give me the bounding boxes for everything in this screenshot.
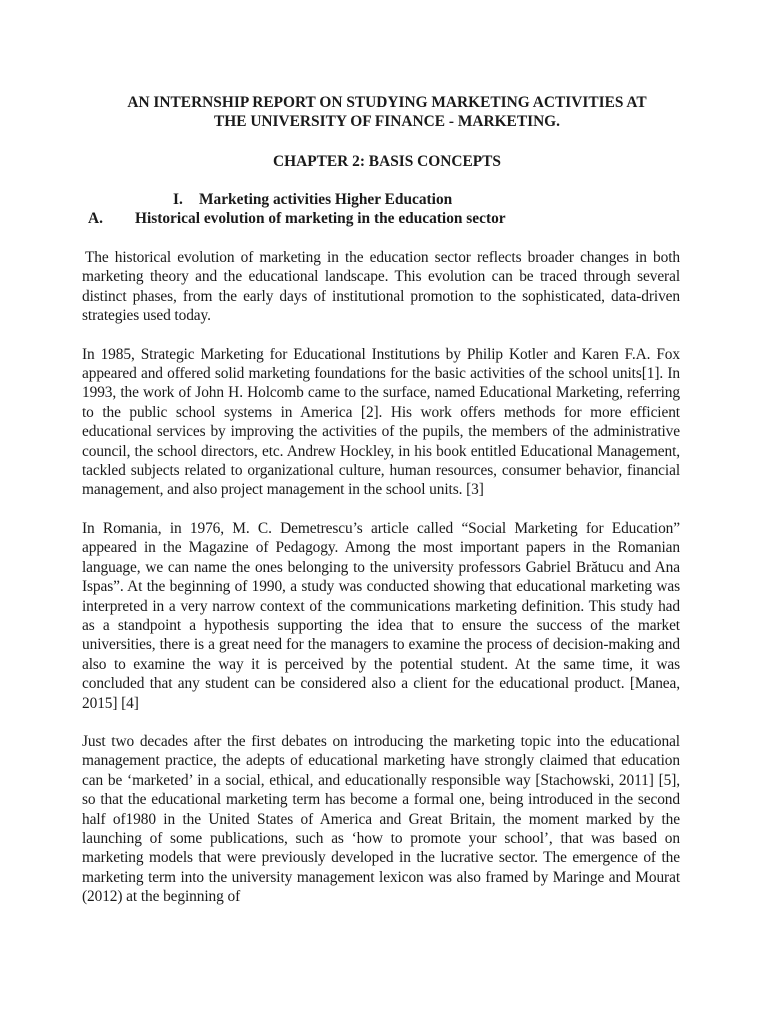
report-title (82, 93, 680, 131)
paragraph: Just two decades after the first debates on introducing the marketing topic into the educational management practice, the adepts of educational marketing have strongly claimed that education can be ‘marketed’ in a social, ethical, and educationally responsible way [Stachowski, 2011] [5], so that the educational marketing term has become a formal one, being introduced in the second half of1980 in the United States of America and Great Britain, the moment marked by the launching of some publications, such as ‘how to promote your school’, that was based on marketing models that were previously developed in the lucrative sector. The emergence of the marketing term into the university management lexicon was also framed by Maringe and Mourat (2012) at the beginning of (82, 732, 680, 906)
subsection-heading (82, 209, 680, 228)
report-title-line-2: THE UNIVERSITY OF FINANCE - MARKETING. (213, 113, 561, 130)
subsection-number: A. (88, 210, 103, 227)
paragraph: In 1985, Strategic Marketing for Educational Institutions by Philip Kotler and Karen F.A. Fox appeared and offered solid marketing foundations for the basic activities of the school units[1]. In 1993, the work of John H. Holcomb came to the surface, named Educational Marketing, referring to the public school systems in America [2]. His work offers methods for more efficient educational services by improving the activities of the pupils, the members of the administrative council, the school directors, etc. Andrew Hockley, in his book entitled Educational Management, tackled subjects related to organizational culture, human resources, consumer behavior, financial management, and also project management in the school units. [3] (82, 345, 680, 499)
section-heading (82, 190, 680, 209)
paragraph: The historical evolution of marketing in the education sector reflects broader changes in both marketing theory and the educational landscape. This evolution can be traced through several distinct phases, from the early days of institutional promotion to the sophisticated, data-driven strategies used today. (82, 249, 680, 325)
paragraph: In Romania, in 1976, M. C. Demetrescu’s article called “Social Marketing for Education” appeared in the Magazine of Pedagogy. Among the most important papers in the Romanian language, we can name the ones belonging to the university professors Gabriel Brătucu and Ana Ispas”. At the beginning of 1990, a study was conducted showing that educational marketing was interpreted in a very narrow context of the communications marketing definition. This study had as a standpoint a hypothesis supporting the idea that to ensure the success of the market universities, there is a great need for the managers to examine the process of decision-making and also to examine the way it is perceived by the potential student. At the same time, it was concluded that any student can be considered also a client for the educational product. [Manea, 2015] [4] (82, 519, 680, 712)
report-title-line-1: AN INTERNSHIP REPORT ON STUDYING MARKETING ACTIVITIES AT (127, 94, 647, 111)
section-number: I. (173, 191, 183, 208)
section-title: Marketing activities Higher Education (199, 191, 453, 208)
subsection-title: Historical evolution of marketing in the education sector (135, 210, 506, 227)
chapter-heading: CHAPTER 2: BASIS CONCEPTS (273, 153, 501, 170)
